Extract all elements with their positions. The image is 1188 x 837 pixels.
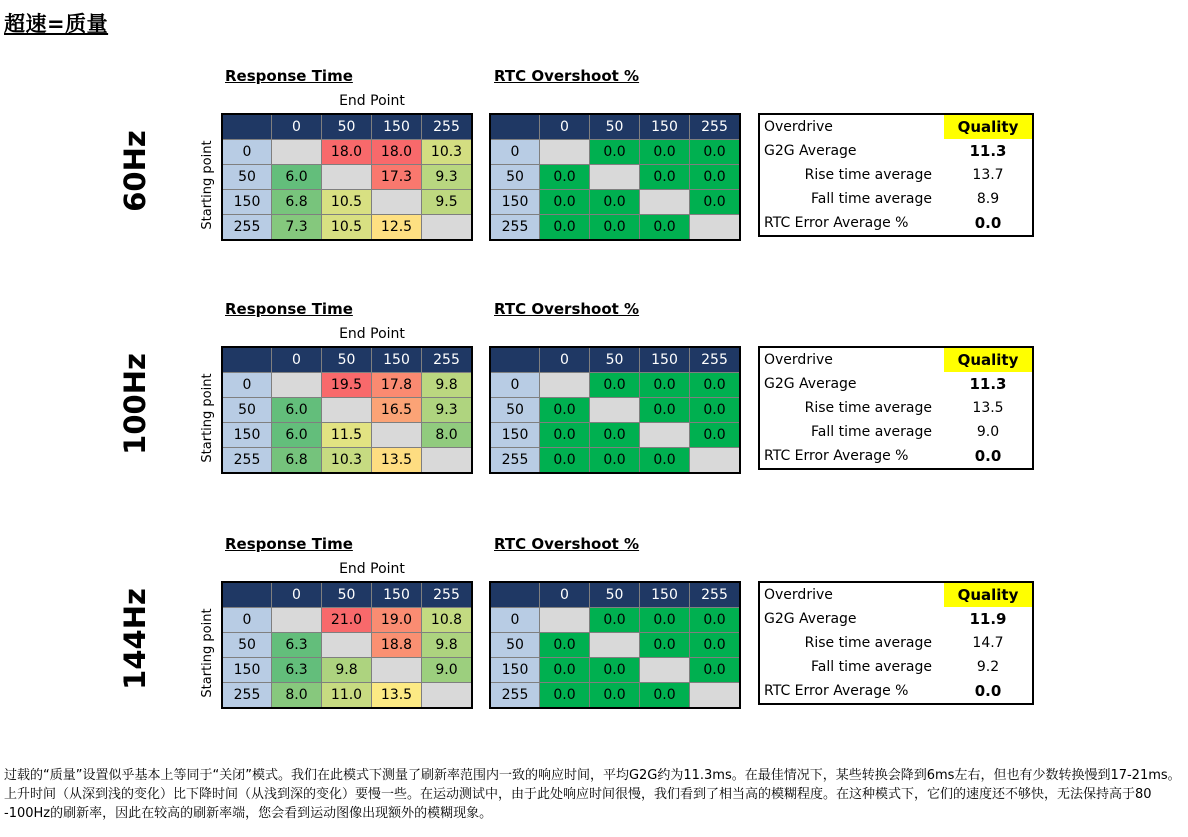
empty-cell	[540, 373, 590, 398]
response-time-cell: 11.0	[322, 683, 372, 709]
rtc-overshoot-title: RTC Overshoot %	[494, 67, 640, 85]
starting-point-label: Starting point	[200, 373, 215, 463]
empty-cell	[690, 215, 741, 241]
corner-cell	[222, 582, 272, 608]
end-point-header: 150	[640, 347, 690, 373]
empty-cell	[322, 398, 372, 423]
fall-time-average-label: Fall time average	[811, 659, 932, 675]
starting-point-label: Starting point	[200, 140, 215, 230]
empty-cell	[272, 373, 322, 398]
rtc-overshoot-cell: 0.0	[690, 373, 741, 398]
rtc-overshoot-cell: 0.0	[590, 215, 640, 241]
fall-time-average-value: 9.2	[976, 659, 1000, 675]
table-row	[222, 398, 472, 423]
rtc-overshoot-cell: 0.0	[690, 398, 741, 423]
end-point-header: 50	[590, 114, 640, 140]
end-point-header: 50	[322, 114, 372, 140]
response-time-cell: 7.3	[272, 215, 322, 241]
response-time-table	[221, 346, 473, 474]
response-time-cell: 9.0	[422, 658, 473, 683]
rtc-overshoot-cell: 0.0	[640, 448, 690, 474]
stats-row	[759, 444, 1033, 469]
response-time-cell: 9.8	[422, 633, 473, 658]
table-row	[222, 608, 472, 633]
stats-row	[759, 679, 1033, 704]
rtc-overshoot-table	[489, 346, 741, 474]
empty-cell	[540, 608, 590, 633]
stats-row	[759, 211, 1033, 236]
g2g-average-value: 11.9	[969, 610, 1007, 628]
end-point-header: 255	[690, 582, 741, 608]
rtc-overshoot-cell: 0.0	[640, 165, 690, 190]
rtc-error-average-value: 0.0	[974, 214, 1002, 232]
refresh-rate-label: 144Hz	[118, 588, 152, 690]
stats-row	[759, 163, 1033, 187]
overdrive-value: Quality	[944, 347, 1033, 372]
response-time-cell: 19.5	[322, 373, 372, 398]
table-row	[222, 373, 472, 398]
header-row	[490, 582, 740, 608]
table-row	[490, 215, 740, 241]
response-time-cell: 9.3	[422, 398, 473, 423]
start-point-header: 0	[490, 608, 540, 633]
refresh-rate-label: 60Hz	[118, 130, 152, 212]
header-row	[490, 114, 740, 140]
rtc-overshoot-cell: 0.0	[540, 683, 590, 709]
end-point-header: 255	[422, 114, 473, 140]
start-point-header: 50	[490, 398, 540, 423]
footer-text: 过载的“质量”设置似乎基本上等同于“关闭”模式。我们在此模式下测量了刷新率范围内一致的响应时间，平均G2G约为11.3ms。在最佳情况下，某些转换会降到6ms左右，但也有少数转换慢到17-21ms。上升时间（从深到浅的变化）比下降时间（从浅到深的变化）要慢一些。在运动测试中，由于此处响应时间很慢，我们看到了相当高的模糊程度。在这种模式下，它们的速度还不够快，无法保持高于80 -100Hz的刷新率，因此在较高的刷新率端，您会看到运动图像出现额外的模糊现象。	[4, 768, 1181, 821]
g2g-average-label: G2G Average	[764, 376, 857, 392]
start-point-header: 50	[222, 165, 272, 190]
rise-time-average-value: 13.7	[972, 167, 1004, 183]
end-point-header: 0	[540, 347, 590, 373]
start-point-header: 50	[222, 633, 272, 658]
end-point-header: 150	[372, 114, 422, 140]
response-time-table	[221, 581, 473, 709]
start-point-header: 0	[222, 608, 272, 633]
fall-time-average-value: 8.9	[976, 191, 1000, 207]
end-point-header: 50	[322, 347, 372, 373]
header-row	[222, 347, 472, 373]
table-row	[490, 398, 740, 423]
rtc-error-average-label: RTC Error Average %	[764, 683, 909, 699]
response-time-cell: 9.8	[422, 373, 473, 398]
response-time-cell: 13.5	[372, 683, 422, 709]
response-time-cell: 21.0	[322, 608, 372, 633]
g2g-average-value: 11.3	[969, 375, 1007, 393]
rtc-overshoot-cell: 0.0	[540, 658, 590, 683]
g2g-average-label: G2G Average	[764, 611, 857, 627]
response-time-cell: 6.8	[272, 448, 322, 474]
end-point-header: 0	[272, 347, 322, 373]
start-point-header: 150	[222, 658, 272, 683]
response-time-cell: 16.5	[372, 398, 422, 423]
rtc-overshoot-cell: 0.0	[640, 683, 690, 709]
response-time-cell: 18.8	[372, 633, 422, 658]
response-time-cell: 6.3	[272, 658, 322, 683]
starting-point-label: Starting point	[200, 608, 215, 698]
rtc-overshoot-cell: 0.0	[640, 398, 690, 423]
stats-row	[759, 631, 1033, 655]
stats-row	[759, 607, 1033, 631]
response-time-cell: 11.5	[322, 423, 372, 448]
rtc-overshoot-cell: 0.0	[690, 608, 741, 633]
rtc-overshoot-cell: 0.0	[640, 608, 690, 633]
table-row	[490, 608, 740, 633]
table-row	[222, 190, 472, 215]
table-row	[222, 165, 472, 190]
rtc-overshoot-cell: 0.0	[540, 165, 590, 190]
end-point-label: End Point	[339, 93, 405, 109]
stats-table	[758, 113, 1034, 237]
stats-row	[759, 396, 1033, 420]
corner-cell	[490, 114, 540, 140]
empty-cell	[690, 683, 741, 709]
table-row	[222, 658, 472, 683]
rtc-error-average-label: RTC Error Average %	[764, 448, 909, 464]
response-time-cell: 10.5	[322, 215, 372, 241]
rtc-overshoot-title: RTC Overshoot %	[494, 535, 640, 553]
end-point-header: 255	[422, 582, 473, 608]
start-point-header: 0	[490, 373, 540, 398]
rtc-overshoot-cell: 0.0	[540, 448, 590, 474]
table-row	[222, 215, 472, 241]
stats-row	[759, 420, 1033, 444]
start-point-header: 255	[222, 448, 272, 474]
response-time-cell: 6.0	[272, 165, 322, 190]
rtc-overshoot-cell: 0.0	[540, 633, 590, 658]
end-point-header: 150	[640, 582, 690, 608]
rise-time-average-value: 13.5	[972, 400, 1004, 416]
start-point-header: 0	[222, 140, 272, 165]
end-point-header: 150	[372, 347, 422, 373]
response-time-cell: 10.5	[322, 190, 372, 215]
refresh-block-60Hz	[0, 67, 1188, 272]
response-time-cell: 8.0	[272, 683, 322, 709]
empty-cell	[322, 165, 372, 190]
page-title: 超速=质量	[4, 12, 109, 36]
response-time-cell: 17.3	[372, 165, 422, 190]
rtc-overshoot-cell: 0.0	[590, 423, 640, 448]
response-time-cell: 10.3	[422, 140, 473, 165]
response-time-cell: 17.8	[372, 373, 422, 398]
rtc-overshoot-cell: 0.0	[690, 165, 741, 190]
start-point-header: 50	[490, 633, 540, 658]
empty-cell	[690, 448, 741, 474]
rtc-overshoot-cell: 0.0	[590, 448, 640, 474]
rtc-overshoot-title: RTC Overshoot %	[494, 300, 640, 318]
response-time-title: Response Time	[225, 535, 353, 553]
start-point-header: 150	[490, 423, 540, 448]
end-point-header: 150	[372, 582, 422, 608]
end-point-label: End Point	[339, 561, 405, 577]
empty-cell	[322, 633, 372, 658]
table-row	[490, 190, 740, 215]
table-row	[490, 633, 740, 658]
empty-cell	[372, 658, 422, 683]
empty-cell	[640, 190, 690, 215]
rise-time-average-label: Rise time average	[804, 635, 932, 651]
rtc-overshoot-cell: 0.0	[690, 658, 741, 683]
response-time-cell: 9.8	[322, 658, 372, 683]
table-row	[490, 373, 740, 398]
table-row	[490, 683, 740, 709]
rtc-overshoot-cell: 0.0	[590, 373, 640, 398]
overdrive-label: Overdrive	[764, 352, 833, 368]
end-point-header: 0	[272, 582, 322, 608]
empty-cell	[422, 215, 473, 241]
rtc-overshoot-table	[489, 113, 741, 241]
rtc-error-average-label: RTC Error Average %	[764, 215, 909, 231]
rtc-overshoot-cell: 0.0	[590, 658, 640, 683]
rtc-error-average-value: 0.0	[974, 682, 1002, 700]
rtc-overshoot-cell: 0.0	[640, 373, 690, 398]
end-point-header: 255	[690, 347, 741, 373]
rtc-overshoot-cell: 0.0	[690, 633, 741, 658]
corner-cell	[490, 347, 540, 373]
stats-row	[759, 139, 1033, 163]
table-row	[222, 423, 472, 448]
corner-cell	[222, 114, 272, 140]
start-point-header: 255	[222, 215, 272, 241]
start-point-header: 150	[222, 190, 272, 215]
table-row	[490, 658, 740, 683]
rtc-overshoot-cell: 0.0	[590, 683, 640, 709]
stats-table	[758, 346, 1034, 470]
rtc-overshoot-cell: 0.0	[590, 140, 640, 165]
rtc-overshoot-table	[489, 581, 741, 709]
end-point-header: 0	[540, 582, 590, 608]
empty-cell	[422, 448, 473, 474]
response-time-title: Response Time	[225, 67, 353, 85]
end-point-header: 50	[590, 582, 640, 608]
start-point-header: 0	[222, 373, 272, 398]
empty-cell	[640, 658, 690, 683]
g2g-average-label: G2G Average	[764, 143, 857, 159]
corner-cell	[490, 582, 540, 608]
end-point-header: 0	[272, 114, 322, 140]
empty-cell	[540, 140, 590, 165]
refresh-rate-label: 100Hz	[118, 353, 152, 455]
rise-time-average-value: 14.7	[972, 635, 1004, 651]
response-time-cell: 6.0	[272, 398, 322, 423]
header-row	[222, 582, 472, 608]
start-point-header: 0	[490, 140, 540, 165]
stats-row	[759, 582, 1033, 607]
stats-row	[759, 655, 1033, 679]
rtc-overshoot-cell: 0.0	[540, 398, 590, 423]
overdrive-value: Quality	[944, 114, 1033, 139]
empty-cell	[272, 140, 322, 165]
rtc-overshoot-cell: 0.0	[690, 423, 741, 448]
end-point-header: 50	[322, 582, 372, 608]
table-row	[490, 140, 740, 165]
rtc-overshoot-cell: 0.0	[540, 190, 590, 215]
empty-cell	[640, 423, 690, 448]
response-time-cell: 19.0	[372, 608, 422, 633]
rtc-overshoot-cell: 0.0	[590, 608, 640, 633]
response-time-table	[221, 113, 473, 241]
fall-time-average-value: 9.0	[976, 424, 1000, 440]
stats-table	[758, 581, 1034, 705]
table-row	[222, 683, 472, 709]
response-time-cell: 6.8	[272, 190, 322, 215]
rise-time-average-label: Rise time average	[804, 400, 932, 416]
response-time-cell: 13.5	[372, 448, 422, 474]
table-row	[490, 423, 740, 448]
start-point-header: 255	[490, 215, 540, 241]
table-row	[222, 448, 472, 474]
end-point-header: 50	[590, 347, 640, 373]
rtc-overshoot-cell: 0.0	[640, 140, 690, 165]
start-point-header: 150	[490, 658, 540, 683]
rise-time-average-label: Rise time average	[804, 167, 932, 183]
response-time-cell: 18.0	[372, 140, 422, 165]
response-time-cell: 9.5	[422, 190, 473, 215]
response-time-cell: 12.5	[372, 215, 422, 241]
end-point-header: 0	[540, 114, 590, 140]
rtc-overshoot-cell: 0.0	[690, 190, 741, 215]
stats-row	[759, 187, 1033, 211]
rtc-error-average-value: 0.0	[974, 447, 1002, 465]
response-time-cell: 10.3	[322, 448, 372, 474]
header-row	[222, 114, 472, 140]
stats-row	[759, 372, 1033, 396]
header-row	[490, 347, 740, 373]
table-row	[490, 448, 740, 474]
overdrive-label: Overdrive	[764, 587, 833, 603]
empty-cell	[590, 398, 640, 423]
response-time-cell: 6.3	[272, 633, 322, 658]
start-point-header: 50	[490, 165, 540, 190]
fall-time-average-label: Fall time average	[811, 424, 932, 440]
empty-cell	[590, 633, 640, 658]
rtc-overshoot-cell: 0.0	[540, 423, 590, 448]
rtc-overshoot-cell: 0.0	[540, 215, 590, 241]
end-point-label: End Point	[339, 326, 405, 342]
stats-row	[759, 114, 1033, 139]
empty-cell	[372, 190, 422, 215]
empty-cell	[272, 608, 322, 633]
rtc-overshoot-cell: 0.0	[640, 633, 690, 658]
response-time-title: Response Time	[225, 300, 353, 318]
rtc-overshoot-cell: 0.0	[590, 190, 640, 215]
empty-cell	[590, 165, 640, 190]
table-row	[490, 165, 740, 190]
start-point-header: 150	[490, 190, 540, 215]
end-point-header: 150	[640, 114, 690, 140]
table-row	[222, 633, 472, 658]
rtc-overshoot-cell: 0.0	[690, 140, 741, 165]
response-time-cell: 6.0	[272, 423, 322, 448]
response-time-cell: 18.0	[322, 140, 372, 165]
end-point-header: 255	[690, 114, 741, 140]
refresh-block-144Hz	[0, 535, 1188, 740]
response-time-cell: 10.8	[422, 608, 473, 633]
start-point-header: 255	[490, 683, 540, 709]
response-time-cell: 9.3	[422, 165, 473, 190]
table-row	[222, 140, 472, 165]
start-point-header: 255	[222, 683, 272, 709]
end-point-header: 255	[422, 347, 473, 373]
refresh-block-100Hz	[0, 300, 1188, 505]
g2g-average-value: 11.3	[969, 142, 1007, 160]
fall-time-average-label: Fall time average	[811, 191, 932, 207]
empty-cell	[422, 683, 473, 709]
stats-row	[759, 347, 1033, 372]
overdrive-label: Overdrive	[764, 119, 833, 135]
start-point-header: 150	[222, 423, 272, 448]
response-time-cell: 8.0	[422, 423, 473, 448]
start-point-header: 255	[490, 448, 540, 474]
rtc-overshoot-cell: 0.0	[640, 215, 690, 241]
empty-cell	[372, 423, 422, 448]
overdrive-value: Quality	[944, 582, 1033, 607]
corner-cell	[222, 347, 272, 373]
start-point-header: 50	[222, 398, 272, 423]
